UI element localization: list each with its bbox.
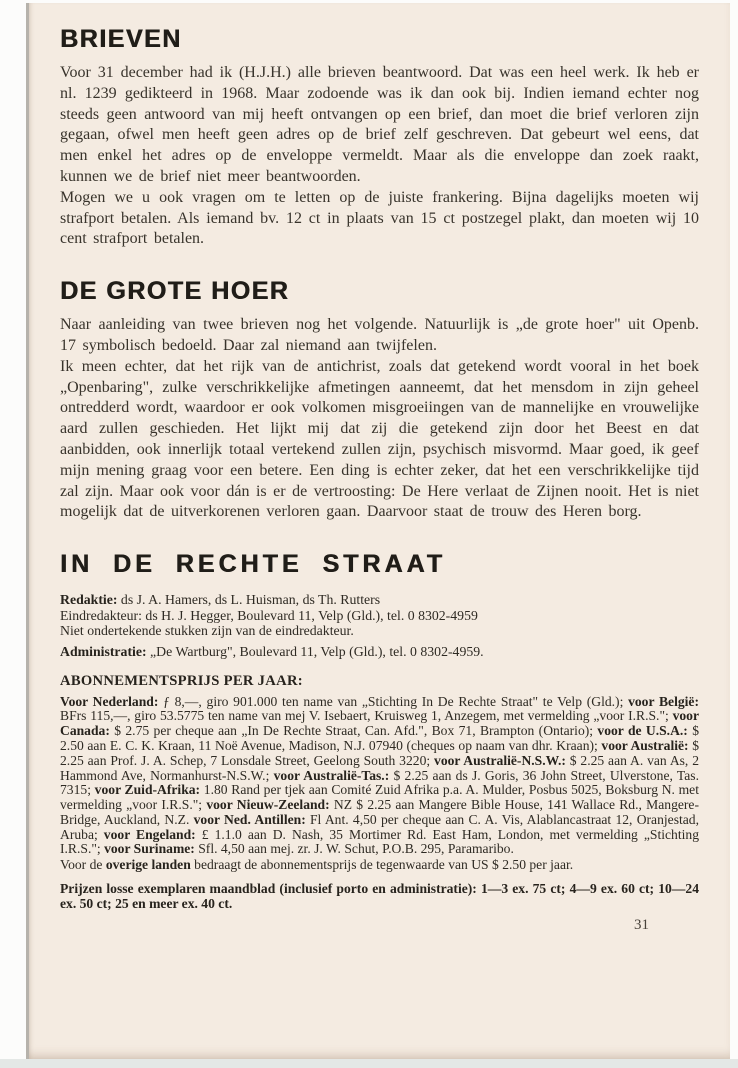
subscription-prices-paragraph: Voor Nederland: ƒ 8,—, giro 901.000 ten name van „Stichting In De Rechte Straat" te Velp (Gld.); voor België: BFrs 115,—, giro 53.5775 ten name van mej V. Isebaert, Kruisweg 1, Anzegem, met vermelding „voor I.R.S."; voor Canada: $ 2.75 per cheque aan „In De Rechte Straat, Can. Afd.", Box 71, Brampton (Ontario); voor de U.S.A.: $ 2.50 aan E. C. K. Kraan, 11 Noë Avenue, Madison, N.J. 07940 (cheques op naam van dhr. Kraan); voor Australië: $ 2.25 aan Prof. J. A. Schep, 7 Lonsdale Street, Geelong South 3220; voor Australië-N.S.W.: $ 2.25 aan A. van As, 2 Hammond Ave, Normanhurst-N.S.W.; voor Australië-Tas.: $ 2.25 aan ds J. Goris, 36 John Street, Ulverstone, Tas. 7315; voor Zuid-Afrika: 1.80 Rand per tjek aan Comité Zuid Afrika p.a. A. Mulder, Posbus 5025, Boksburg N. met vermelding „voor I.R.S."; voor Nieuw-Zeeland: NZ $ 2.25 aan Mangere Bible House, 141 Wallace Rd., Mangere-Bridge, Auckland, N.Z. voor Ned. Antillen: Fl Ant. 4,50 per cheque aan C. A. Vis, Alablancastraat 12, Oranjestad, Aruba; voor Engeland: £ 1.1.0 aan D. Nash, 35 Mortimer Rd. East Ham, London, met vermelding „Stichting I.R.S."; voor Suriname: Sfl. 4,50 aan mej. zr. J. W. Schut, P.O.B. 295, Paramaribo. bbox=[60, 693, 700, 857]
section-grote-hoer bbox=[60, 277, 699, 523]
subscription-heading: ABONNEMENTSPRIJS PER JAAR: bbox=[60, 672, 303, 689]
country-label: Voor Nederland: bbox=[60, 693, 159, 709]
colophon-line bbox=[60, 644, 699, 660]
country-label: voor Engeland: bbox=[103, 826, 196, 842]
grote-hoer-paragraphs bbox=[60, 315, 699, 523]
text: „De Wartburg", Boulevard 11, Velp (Gld.), tel. 0 8302-4959. bbox=[146, 643, 484, 659]
section-heading-grote-hoer: DE GROTE HOER bbox=[60, 277, 290, 306]
bold-text: Administratie: bbox=[60, 643, 147, 659]
colophon-line bbox=[60, 592, 699, 608]
country-label: voor de U.S.A.: bbox=[597, 723, 688, 739]
country-label: voor België: bbox=[628, 693, 699, 709]
paragraph: Voor 31 december had ik (H.J.H.) alle brieven beantwoord. Dat was een heel werk. Ik heb er nl. 1239 gedikteerd in 1968. Maar zodoende was ik dan ook bij. Indien iemand echter nog steeds geen antwoord van mij heeft ontvangen op een brief, dan moet die brief verloren zijn gegaan, ofwel men heeft geen adres op de brief zelf geschreven. Dat gebeurt wel eens, dat men enkel het adres op de enveloppe vermeldt. Maar als die enveloppe dan zoek raakt, kunnen we de brief niet meer beantwoorden. bbox=[60, 64, 699, 185]
paragraph: Naar aanleiding van twee brieven nog het volgende. Natuurlijk is „de grote hoer" uit Openb. 17 symbolisch bedoeld. Daar zal niemand aan twijfelen. bbox=[60, 316, 699, 354]
colophon-line bbox=[60, 623, 699, 639]
text: ds J. A. Hamers, ds L. Huisman, ds Th. Rutters bbox=[117, 592, 381, 608]
text: Eindredakteur: ds H. J. Hegger, Boulevard 11, Velp (Gld.), tel. 0 8302-4959 bbox=[60, 607, 478, 623]
country-label: voor Australië-Tas.: bbox=[273, 767, 390, 783]
other-countries-paragraph bbox=[60, 858, 699, 873]
text: bedraagt de abonnementsprijs de tegenwaarde van US $ 2.50 per jaar. bbox=[190, 857, 574, 873]
paragraph: Ik meen echter, dat het rijk van de antichrist, zoals dat getekend wordt vooral in het boek „Openbaring", zulke verschrikkelijke afmetingen aanneemt, dat het mensdom in zijn geheel ontredderd wordt, waardoor er ook volkomen misgroeiingen van de mannelijke en vrouwelijke aard zullen geschieden. Het lijkt mij dat zij die getekend zijn door het Beest en dat aanbidden, ook innerlijk totaal vertekend zullen zijn, psychisch misvormd. Maar goed, ik geef mijn mening graag voor een betere. Een ding is echter zeker, dat het een verschrikkelijke tijd zal zijn. Maar ook voor dán is er de vertroosting: De Here verlaat de Zijnen nooit. Het is niet mogelijk dat de uitverkorenen verloren gaan. Daarvoor staat de trouw des Heren borg. bbox=[60, 357, 699, 521]
text: Niet ondertekende stukken zijn van de eindredakteur. bbox=[60, 623, 354, 639]
bold-text: Redaktie: bbox=[60, 592, 118, 608]
colophon-line bbox=[60, 608, 699, 624]
country-label: voor Australië-N.S.W.: bbox=[434, 752, 566, 768]
colophon-block bbox=[60, 592, 699, 659]
paragraph: Mogen we u ook vragen om te letten op de juiste frankering. Bijna dagelijks moeten wij strafport betalen. Als iemand bv. 12 ct in plaats van 15 ct postzegel plakt, dan moeten wij 10 cent strafport betalen. bbox=[60, 188, 699, 248]
loose-copies-paragraph: Prijzen losse exemplaren maandblad (inclusief porto en administratie): 1—3 ex. 75 ct; 4—9 ex. 60 ct; 10—24 ex. 50 ct; 25 en meer ex. 40 ct. bbox=[60, 881, 699, 911]
country-label: voor Canada: bbox=[60, 708, 699, 739]
country-label: voor Australië: bbox=[601, 737, 689, 753]
country-label: voor Suriname: bbox=[104, 841, 195, 857]
section-heading-brieven: BRIEVEN bbox=[60, 25, 182, 53]
magazine-page bbox=[26, 3, 730, 1059]
page-content bbox=[60, 25, 699, 934]
bold-text: overige landen bbox=[105, 857, 191, 873]
section-heading-irs: IN DE RECHTE STRAAT bbox=[60, 550, 446, 579]
section-colophon bbox=[60, 550, 699, 912]
country-label: voor Nieuw-Zeeland: bbox=[206, 797, 330, 813]
section-brieven bbox=[60, 25, 699, 250]
brieven-paragraphs bbox=[60, 63, 699, 250]
scan-bottom-edge bbox=[0, 1059, 738, 1068]
text: Voor de bbox=[60, 857, 106, 873]
country-label: voor Ned. Antillen: bbox=[193, 811, 306, 827]
page-number: 31 bbox=[634, 916, 649, 933]
country-label: voor Zuid-Afrika: bbox=[94, 782, 201, 798]
